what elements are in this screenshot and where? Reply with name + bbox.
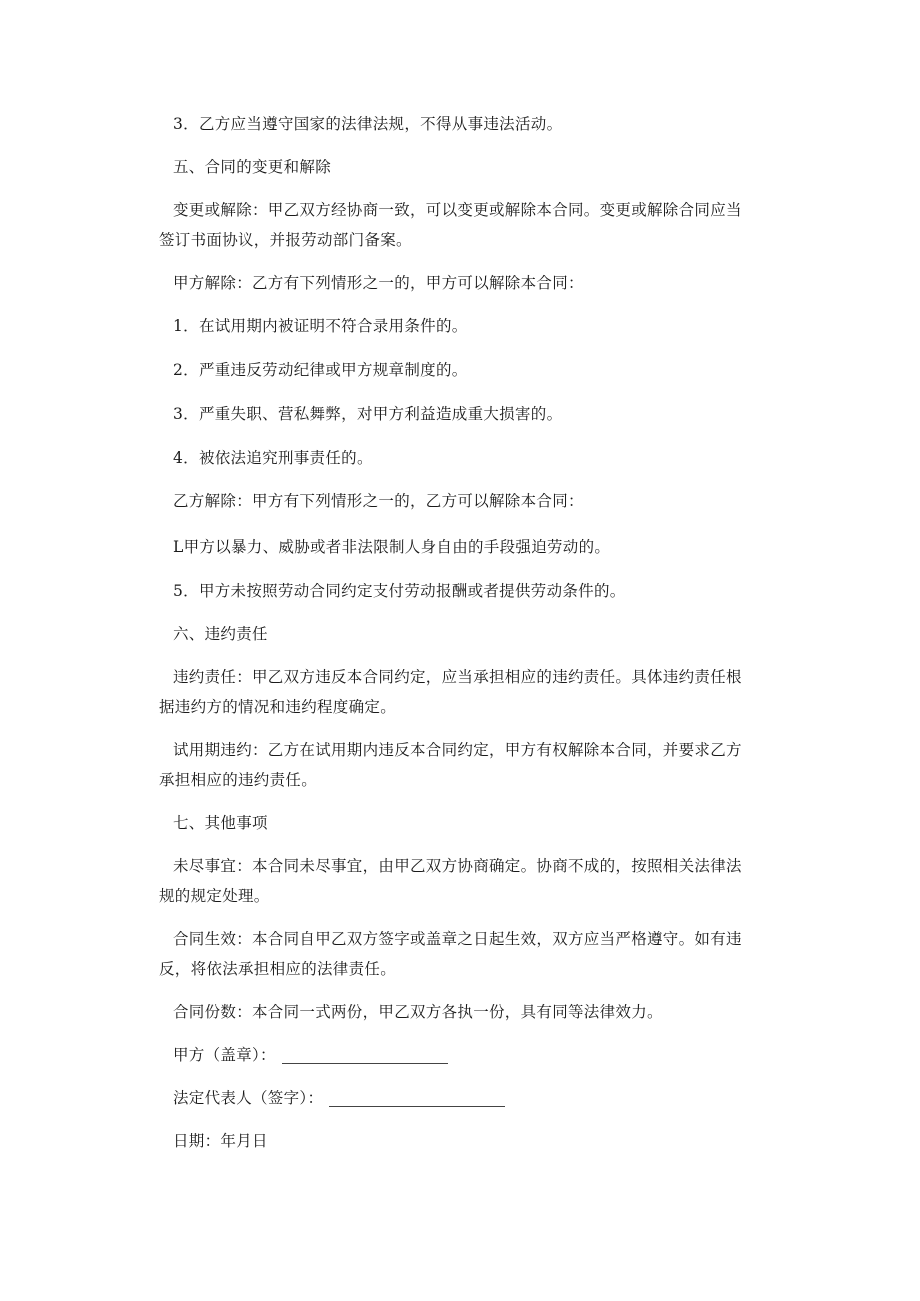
party-b-item-5: 5．甲方未按照劳动合同约定支付劳动报酬或者提供劳动条件的。 bbox=[173, 582, 626, 600]
legal-rep-label: 法定代表人（签字）： bbox=[173, 1089, 324, 1107]
change-paragraph-line-1: 变更或解除：甲乙双方经协商一致，可以变更或解除本合同。变更或解除合同应当 bbox=[173, 201, 742, 219]
copies-clause: 合同份数：本合同一式两份，甲乙双方各执一份，具有同等法律效力。 bbox=[173, 1003, 663, 1021]
section-7-title: 七、其他事项 bbox=[173, 814, 268, 832]
party-a-item-3: 3．严重失职、营私舞弊，对甲方利益造成重大损害的。 bbox=[173, 405, 563, 423]
change-paragraph-line-2: 签订书面协议，并报劳动部门备案。 bbox=[159, 231, 412, 249]
legal-rep-signature-blank[interactable] bbox=[329, 1092, 505, 1107]
party-a-item-4: 4．被依法追究刑事责任的。 bbox=[173, 449, 373, 467]
party-a-item-2: 2．严重违反劳动纪律或甲方规章制度的。 bbox=[173, 361, 468, 379]
trial-breach-paragraph-line-1: 试用期违约：乙方在试用期内违反本合同约定，甲方有权解除本合同，并要求乙方 bbox=[173, 741, 742, 759]
party-a-termination-heading: 甲方解除：乙方有下列情形之一的，甲方可以解除本合同： bbox=[173, 274, 584, 292]
breach-paragraph-line-1: 违约责任：甲乙双方违反本合同约定，应当承担相应的违约责任。具体违约责任根 bbox=[173, 668, 742, 686]
breach-paragraph-line-2: 据违约方的情况和违约程度确定。 bbox=[159, 698, 397, 716]
party-a-seal-blank[interactable] bbox=[282, 1049, 448, 1064]
date-line: 日期：年月日 bbox=[173, 1132, 268, 1150]
misc-paragraph-line-2: 规的规定处理。 bbox=[159, 887, 270, 905]
trial-breach-paragraph-line-2: 承担相应的违约责任。 bbox=[159, 771, 318, 789]
party-b-termination-heading: 乙方解除：甲方有下列情形之一的，乙方可以解除本合同： bbox=[173, 492, 584, 510]
misc-paragraph-line-1: 未尽事宜：本合同未尽事宜，由甲乙双方协商确定。协商不成的，按照相关法律法 bbox=[173, 857, 742, 875]
effect-paragraph-line-1: 合同生效：本合同自甲乙双方签字或盖章之日起生效，双方应当严格遵守。如有违 bbox=[173, 930, 742, 948]
clause-obey-law: 3．乙方应当遵守国家的法律法规，不得从事违法活动。 bbox=[173, 115, 563, 133]
section-6-title: 六、违约责任 bbox=[173, 625, 268, 643]
party-a-seal-row bbox=[173, 1044, 448, 1066]
party-a-seal-label: 甲方（盖章）： bbox=[173, 1046, 276, 1064]
party-a-item-1: 1．在试用期内被证明不符合录用条件的。 bbox=[173, 317, 468, 335]
legal-rep-row bbox=[173, 1087, 505, 1109]
section-5-title: 五、合同的变更和解除 bbox=[173, 158, 332, 176]
effect-paragraph-line-2: 反，将依法承担相应的法律责任。 bbox=[159, 960, 397, 978]
party-b-item-1: L甲方以暴力、威胁或者非法限制人身自由的手段强迫劳动的。 bbox=[173, 538, 611, 556]
